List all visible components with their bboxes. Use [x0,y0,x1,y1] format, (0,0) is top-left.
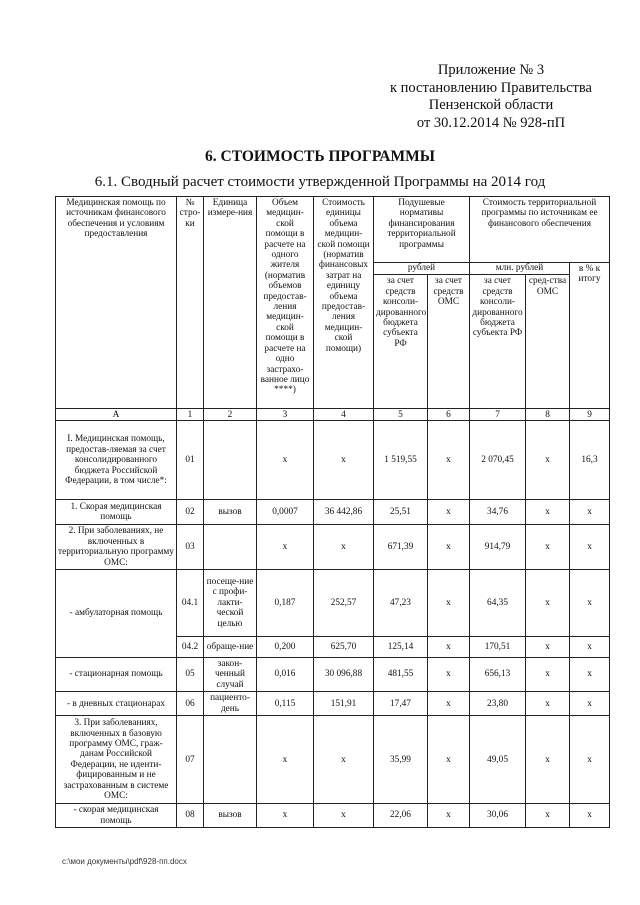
row-unit: посеще-ние с профи-лакти-ческой целью [204,570,257,637]
row-col5: 1 519,55 [374,421,428,500]
row-unit: вызов [204,804,257,828]
row-col7: 64,35 [470,570,526,637]
row-label: - скорая медицинская помощь [56,804,177,828]
row-cost: х [314,525,374,570]
row-col8: х [526,570,570,637]
row-volume: 0,200 [257,637,314,658]
row-col8: х [526,716,570,804]
row-label: - в дневных стационарах [56,692,177,716]
appendix-line-1: Приложение № 3 [437,62,545,78]
row-col9: х [570,500,610,525]
table-row [56,570,610,637]
header-oms-2: сред-ства ОМС [526,275,570,409]
row-col6: х [428,570,470,637]
row-label: 1. Скорая медицинская помощь [56,500,177,525]
row-unit [204,716,257,804]
row-col7: 30,06 [470,804,526,828]
row-col6: х [428,500,470,525]
row-volume: 0,016 [257,658,314,692]
header-rubles: рублей [374,263,470,275]
row-col8: х [526,637,570,658]
index-cell: 2 [204,409,257,421]
header-unit: Единица измере-ния [204,197,257,409]
row-col5: 35,99 [374,716,428,804]
row-volume: 0,0007 [257,500,314,525]
row-col6: х [428,421,470,500]
row-volume: 0,115 [257,692,314,716]
row-col9: х [570,692,610,716]
row-col7: 49,05 [470,716,526,804]
header-percent: в % к итогу [570,263,610,409]
row-col9: х [570,658,610,692]
header-budget-rf-2: за счет средств консоли-дированного бюджета субъекта РФ [470,275,526,409]
row-col6: х [428,637,470,658]
row-number: 04.1 [177,570,204,637]
index-cell: 7 [470,409,526,421]
row-col7: 2 070,45 [470,421,526,500]
row-col6: х [428,692,470,716]
index-cell: 5 [374,409,428,421]
row-number: 08 [177,804,204,828]
row-unit [204,525,257,570]
row-col8: х [526,804,570,828]
index-cell: А [56,409,177,421]
row-cost: х [314,804,374,828]
row-col5: 125,14 [374,637,428,658]
table-row [56,500,610,525]
row-unit: обраще-ние [204,637,257,658]
row-number: 05 [177,658,204,692]
index-cell: 3 [257,409,314,421]
row-col8: х [526,525,570,570]
file-path-footer: c:\мои документы\pdf\928-пп.docx [62,857,187,866]
appendix-heading [390,62,592,132]
row-cost: 36 442,86 [314,500,374,525]
row-col7: 170,51 [470,637,526,658]
row-col7: 23,80 [470,692,526,716]
row-col7: 914,79 [470,525,526,570]
table-row [56,525,610,570]
row-col6: х [428,658,470,692]
row-col9: х [570,525,610,570]
table-row [56,804,610,828]
row-number: 02 [177,500,204,525]
row-number: 01 [177,421,204,500]
row-cost: х [314,421,374,500]
row-unit: пациенто-день [204,692,257,716]
row-col9: х [570,570,610,637]
row-label: 3. При заболеваниях, включенных в базовую программу ОМС, граж-данам Российской Федерации, не иденти-фицированным и не застрахованным в системе ОМС: [56,716,177,804]
row-unit [204,421,257,500]
row-col5: 17,47 [374,692,428,716]
appendix-line-2: к постановлению Правительства [390,79,592,96]
header-volume: Объем медицин-ской помощи в расчете на одного жителя (норматив объемов предостав-ления медицин-ской помощи в расчете на одно застрахо-ванное лицо ****) [257,197,314,409]
row-col8: х [526,658,570,692]
row-col8: х [526,500,570,525]
row-col6: х [428,804,470,828]
header-unit-cost: Стоимость единицы объема медицин-ской помощи (норматив финансовых затрат на единицу объема предостав-ления медицин-ской помощи) [314,197,374,409]
row-col8: х [526,421,570,500]
row-unit: закон-ченный случай [204,658,257,692]
index-cell: 1 [177,409,204,421]
table-title: 6.1. Сводный расчет стоимости утвержденной Программы на 2014 год [94,174,546,190]
row-col5: 22,06 [374,804,428,828]
table-row [56,658,610,692]
header-oms: за счет средств ОМС [428,275,470,409]
header-per-capita: Подушевые нормативы финансирования территориальной программы [374,197,470,263]
row-col9: 16,3 [570,421,610,500]
row-number: 07 [177,716,204,804]
header-care-type: Медицинская помощь по источникам финансового обеспечения и условиям предоставления [56,197,177,409]
table-row [56,716,610,804]
row-volume: х [257,804,314,828]
header-mln-rubles: млн. рублей [470,263,570,275]
row-col9: х [570,716,610,804]
row-volume: 0,187 [257,570,314,637]
row-number: 04.2 [177,637,204,658]
row-cost: 252,57 [314,570,374,637]
row-col8: х [526,692,570,716]
cost-table [55,196,610,828]
table-row [56,421,610,500]
index-cell: 8 [526,409,570,421]
row-col6: х [428,716,470,804]
row-col9: х [570,804,610,828]
header-program-cost: Стоимость территориальной программы по источникам ее финансового обеспечения [470,197,610,263]
index-cell: 6 [428,409,470,421]
row-volume: х [257,525,314,570]
row-cost: х [314,716,374,804]
index-cell: 4 [314,409,374,421]
table-row [56,692,610,716]
row-cost: 30 096,88 [314,658,374,692]
appendix-line-4: от 30.12.2014 № 928-пП [416,114,566,131]
row-col6: х [428,525,470,570]
row-col9: х [570,637,610,658]
row-number: 06 [177,692,204,716]
row-col5: 47,23 [374,570,428,637]
row-volume: х [257,421,314,500]
row-col5: 671,39 [374,525,428,570]
appendix-line-3: Пензенской области [428,97,554,113]
index-cell: 9 [570,409,610,421]
row-cost: 625,70 [314,637,374,658]
row-cost: 151,91 [314,692,374,716]
row-number: 03 [177,525,204,570]
row-col5: 25,51 [374,500,428,525]
row-label: I. Медицинская помощь, предостав-ляемая за счет консолидированного бюджета Российской Федерации, в том числе*: [56,421,177,500]
row-col7: 656,13 [470,658,526,692]
row-label: - стационарная помощь [56,658,177,692]
section-title: 6. СТОИМОСТЬ ПРОГРАММЫ [205,148,435,165]
row-label: 2. При заболеваниях, не включенных в территориальную программу ОМС: [56,525,177,570]
header-row-number: № стро-ки [177,197,204,409]
row-unit: вызов [204,500,257,525]
row-col5: 481,55 [374,658,428,692]
row-col7: 34,76 [470,500,526,525]
row-volume: х [257,716,314,804]
row-label: - амбулаторная помощь [56,570,177,658]
header-budget-rf: за счет средств консоли-дированного бюджета субъекта РФ [374,275,428,409]
